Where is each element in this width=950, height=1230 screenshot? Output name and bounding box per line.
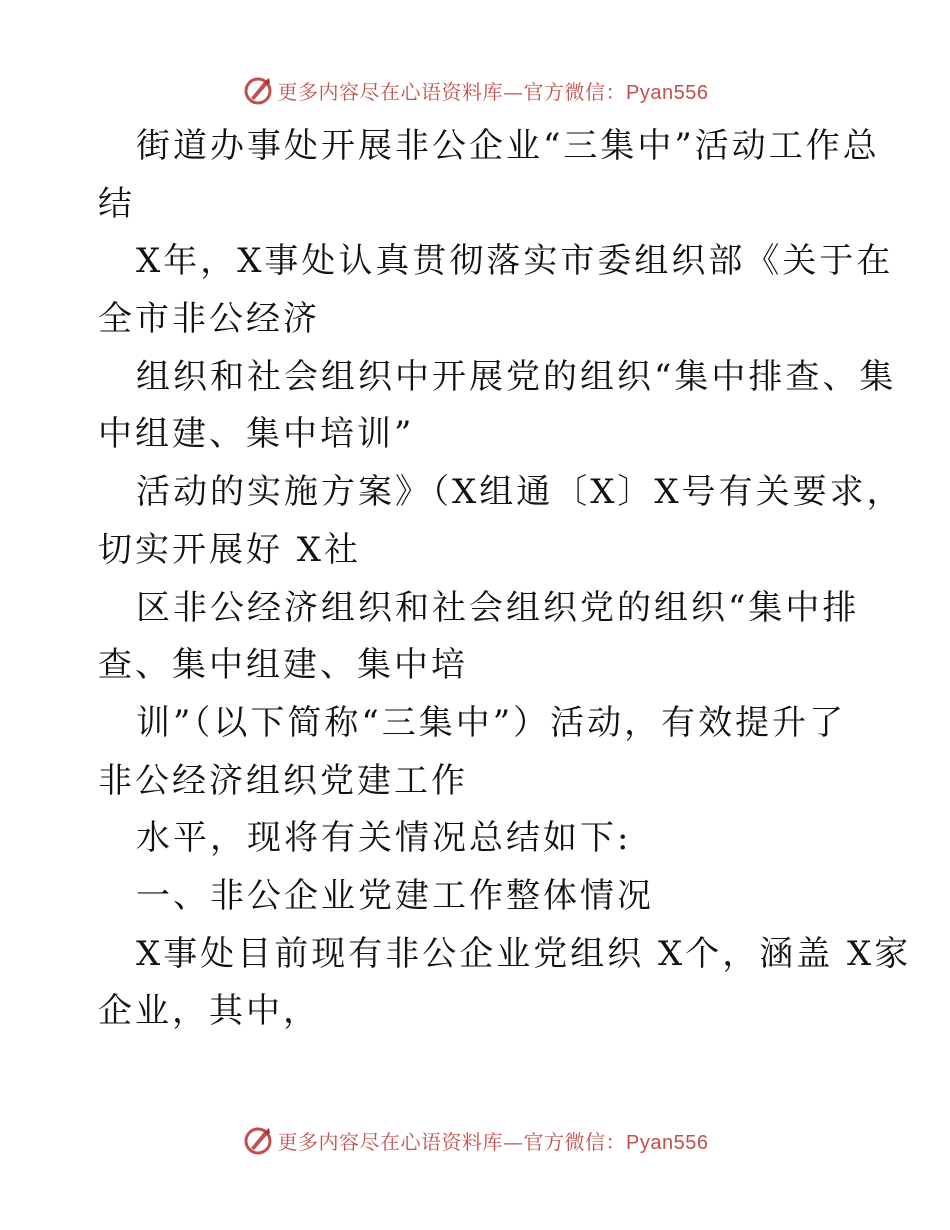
document-body: [98, 118, 912, 1041]
document-line: 全市非公经济: [98, 299, 320, 340]
document-line: 结: [98, 183, 135, 224]
banner-text: 更多内容尽在心语资料库—官方微信：: [277, 79, 627, 104]
document-line: 水平，现将有关情况总结如下:: [136, 818, 632, 859]
document-line: 非公经济组织党建工作: [98, 760, 468, 801]
banner-wechat-id: Pyan556: [626, 1131, 709, 1154]
document-line: 切实开展好 X社: [98, 529, 362, 570]
quill-seal-icon: [242, 74, 274, 106]
document-line: 中组建、集中培训”: [98, 414, 415, 455]
document-line: 街道办事处开展非公企业“三集中”活动工作总: [136, 126, 880, 166]
document-line: 训”（以下简称“三集中”）活动，有效提升了: [136, 702, 847, 743]
quill-seal-icon: [242, 1124, 274, 1156]
banner-text: 更多内容尽在心语资料库—官方微信：: [277, 1129, 627, 1154]
footer-banner: [0, 1120, 950, 1160]
document-line: 区非公经济组织和社会组织党的组织“集中排: [136, 587, 860, 628]
document-line: X年，X事处认真贯彻落实市委组织部《关于在: [136, 241, 894, 282]
header-banner: [0, 70, 950, 110]
document-line: 活动的实施方案》（X组通〔X〕X号有关要求，: [136, 472, 904, 513]
banner-wechat-id: Pyan556: [626, 81, 709, 104]
section-heading: 一、非公企业党建工作整体情况: [136, 875, 654, 916]
document-line: 查、集中组建、集中培: [98, 645, 468, 686]
document-line: X事处目前现有非公企业党组织 X个，涵盖 X家: [136, 933, 912, 974]
document-line: 组织和社会组织中开展党的组织“集中排查、集: [136, 356, 897, 397]
document-line: 企业，其中，: [98, 991, 320, 1032]
